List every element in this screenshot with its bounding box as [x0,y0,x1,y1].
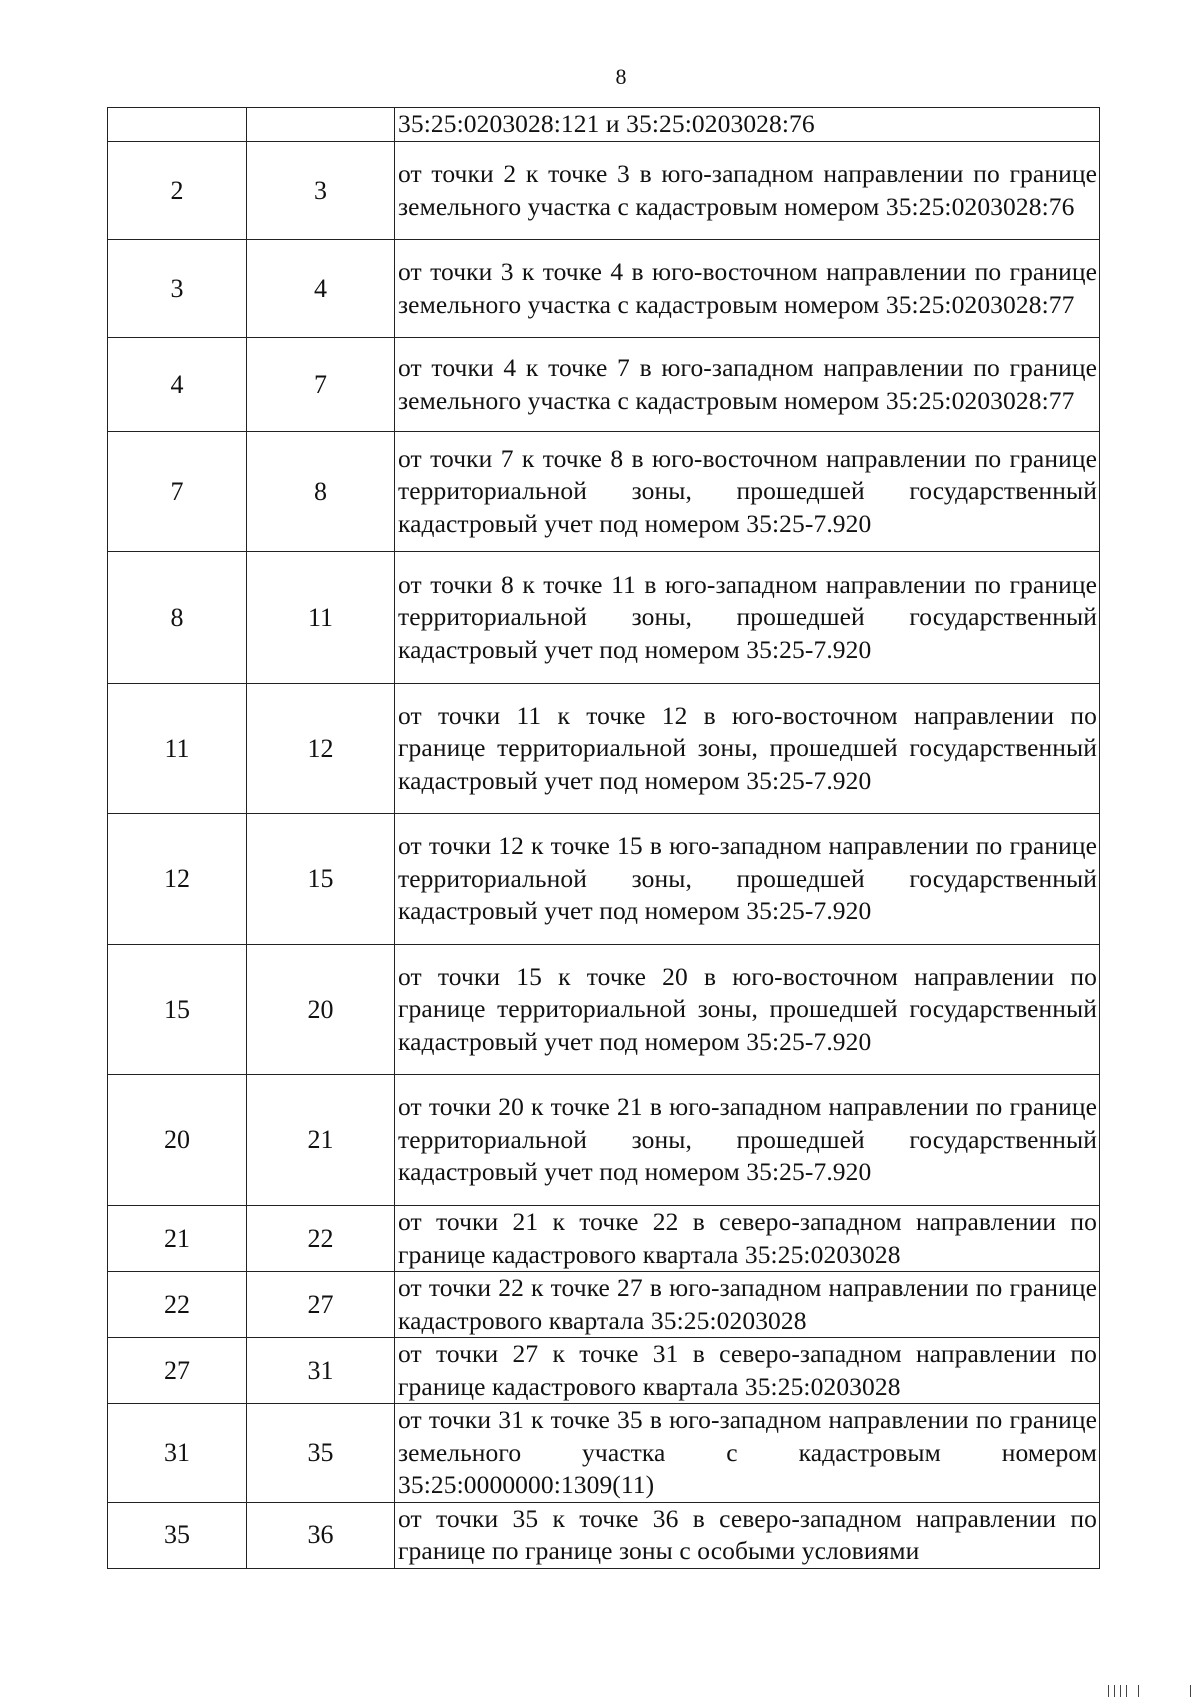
point-from-cell: 35 [108,1502,247,1568]
segment-description-cell: от точки 12 к точке 15 в юго-западном направлении по границе территориальной зоны, прошедшей государственный кадастровый учет под номером 35:25-7.920 [395,814,1100,945]
table-row [108,338,1100,432]
table-row [108,1272,1100,1338]
table-row [108,684,1100,814]
point-from-cell: 2 [108,142,247,240]
segment-description-cell: от точки 4 к точке 7 в юго-западном направлении по границе земельного участка с кадастровым номером 35:25:0203028:77 [395,338,1100,432]
table-row [108,1338,1100,1404]
table-body [108,108,1100,1569]
table-row [108,1502,1100,1568]
point-to-cell: 12 [247,684,395,814]
point-to-cell: 35 [247,1404,395,1503]
point-to-cell: 7 [247,338,395,432]
segment-description-cell: 35:25:0203028:121 и 35:25:0203028:76 [395,108,1100,142]
segment-description-cell: от точки 21 к точке 22 в северо-западном направлении по границе кадастрового квартала 35:25:0203028 [395,1206,1100,1272]
segment-description-cell: от точки 2 к точке 3 в юго-западном направлении по границе земельного участка с кадастровым номером 35:25:0203028:76 [395,142,1100,240]
segment-description-cell: от точки 15 к точке 20 в юго-восточном направлении по границе территориальной зоны, прошедшей государственный кадастровый учет под номером 35:25-7.920 [395,945,1100,1075]
segment-description-cell: от точки 35 к точке 36 в северо-западном направлении по границе по границе зоны с особыми условиями [395,1502,1100,1568]
table-row [108,1206,1100,1272]
segment-description-cell: от точки 3 к точке 4 в юго-восточном направлении по границе земельного участка с кадастровым номером 35:25:0203028:77 [395,240,1100,338]
segment-description-cell: от точки 8 к точке 11 в юго-западном направлении по границе территориальной зоны, прошедшей государственный кадастровый учет под номером 35:25-7.920 [395,552,1100,684]
point-from-cell: 22 [108,1272,247,1338]
segment-description-cell: от точки 20 к точке 21 в юго-западном направлении по границе территориальной зоны, прошедшей государственный кадастровый учет под номером 35:25-7.920 [395,1075,1100,1206]
boundary-segments-table [107,107,1100,1569]
point-to-cell: 11 [247,552,395,684]
table-row [108,552,1100,684]
table-row [108,108,1100,142]
point-from-cell: 21 [108,1206,247,1272]
point-to-cell: 4 [247,240,395,338]
point-to-cell: 31 [247,1338,395,1404]
page-number: 8 [615,64,627,89]
segment-description-cell: от точки 31 к точке 35 в юго-западном направлении по границе земельного участка с кадастровым номером 35:25:0000000:1309(11) [395,1404,1100,1503]
point-to-cell: 21 [247,1075,395,1206]
point-from-cell: 4 [108,338,247,432]
point-to-cell: 22 [247,1206,395,1272]
segment-description-cell: от точки 27 к точке 31 в северо-западном направлении по границе кадастрового квартала 35:25:0203028 [395,1338,1100,1404]
table-row [108,814,1100,945]
point-to-cell: 36 [247,1502,395,1568]
point-to-cell: 3 [247,142,395,240]
table-row [108,240,1100,338]
point-from-cell: 3 [108,240,247,338]
table-row [108,432,1100,552]
table-row [108,945,1100,1075]
point-to-cell: 27 [247,1272,395,1338]
table-row [108,1075,1100,1206]
point-from-cell: 15 [108,945,247,1075]
point-from-cell: 11 [108,684,247,814]
point-from-cell [108,108,247,142]
table-row [108,1404,1100,1503]
point-from-cell: 12 [108,814,247,945]
point-from-cell: 7 [108,432,247,552]
point-from-cell: 8 [108,552,247,684]
table-row [108,142,1100,240]
point-from-cell: 20 [108,1075,247,1206]
point-from-cell: 31 [108,1404,247,1503]
point-from-cell: 27 [108,1338,247,1404]
segment-description-cell: от точки 11 к точке 12 в юго-восточном направлении по границе территориальной зоны, прошедшей государственный кадастровый учет под номером 35:25-7.920 [395,684,1100,814]
point-to-cell: 15 [247,814,395,945]
segment-description-cell: от точки 22 к точке 27 в юго-западном направлении по границе кадастрового квартала 35:25:0203028 [395,1272,1100,1338]
point-to-cell [247,108,395,142]
point-to-cell: 20 [247,945,395,1075]
segment-description-cell: от точки 7 к точке 8 в юго-восточном направлении по границе территориальной зоны, прошедшей государственный кадастровый учет под номером 35:25-7.920 [395,432,1100,552]
point-to-cell: 8 [247,432,395,552]
scan-edge-marks [1040,1683,1200,1697]
